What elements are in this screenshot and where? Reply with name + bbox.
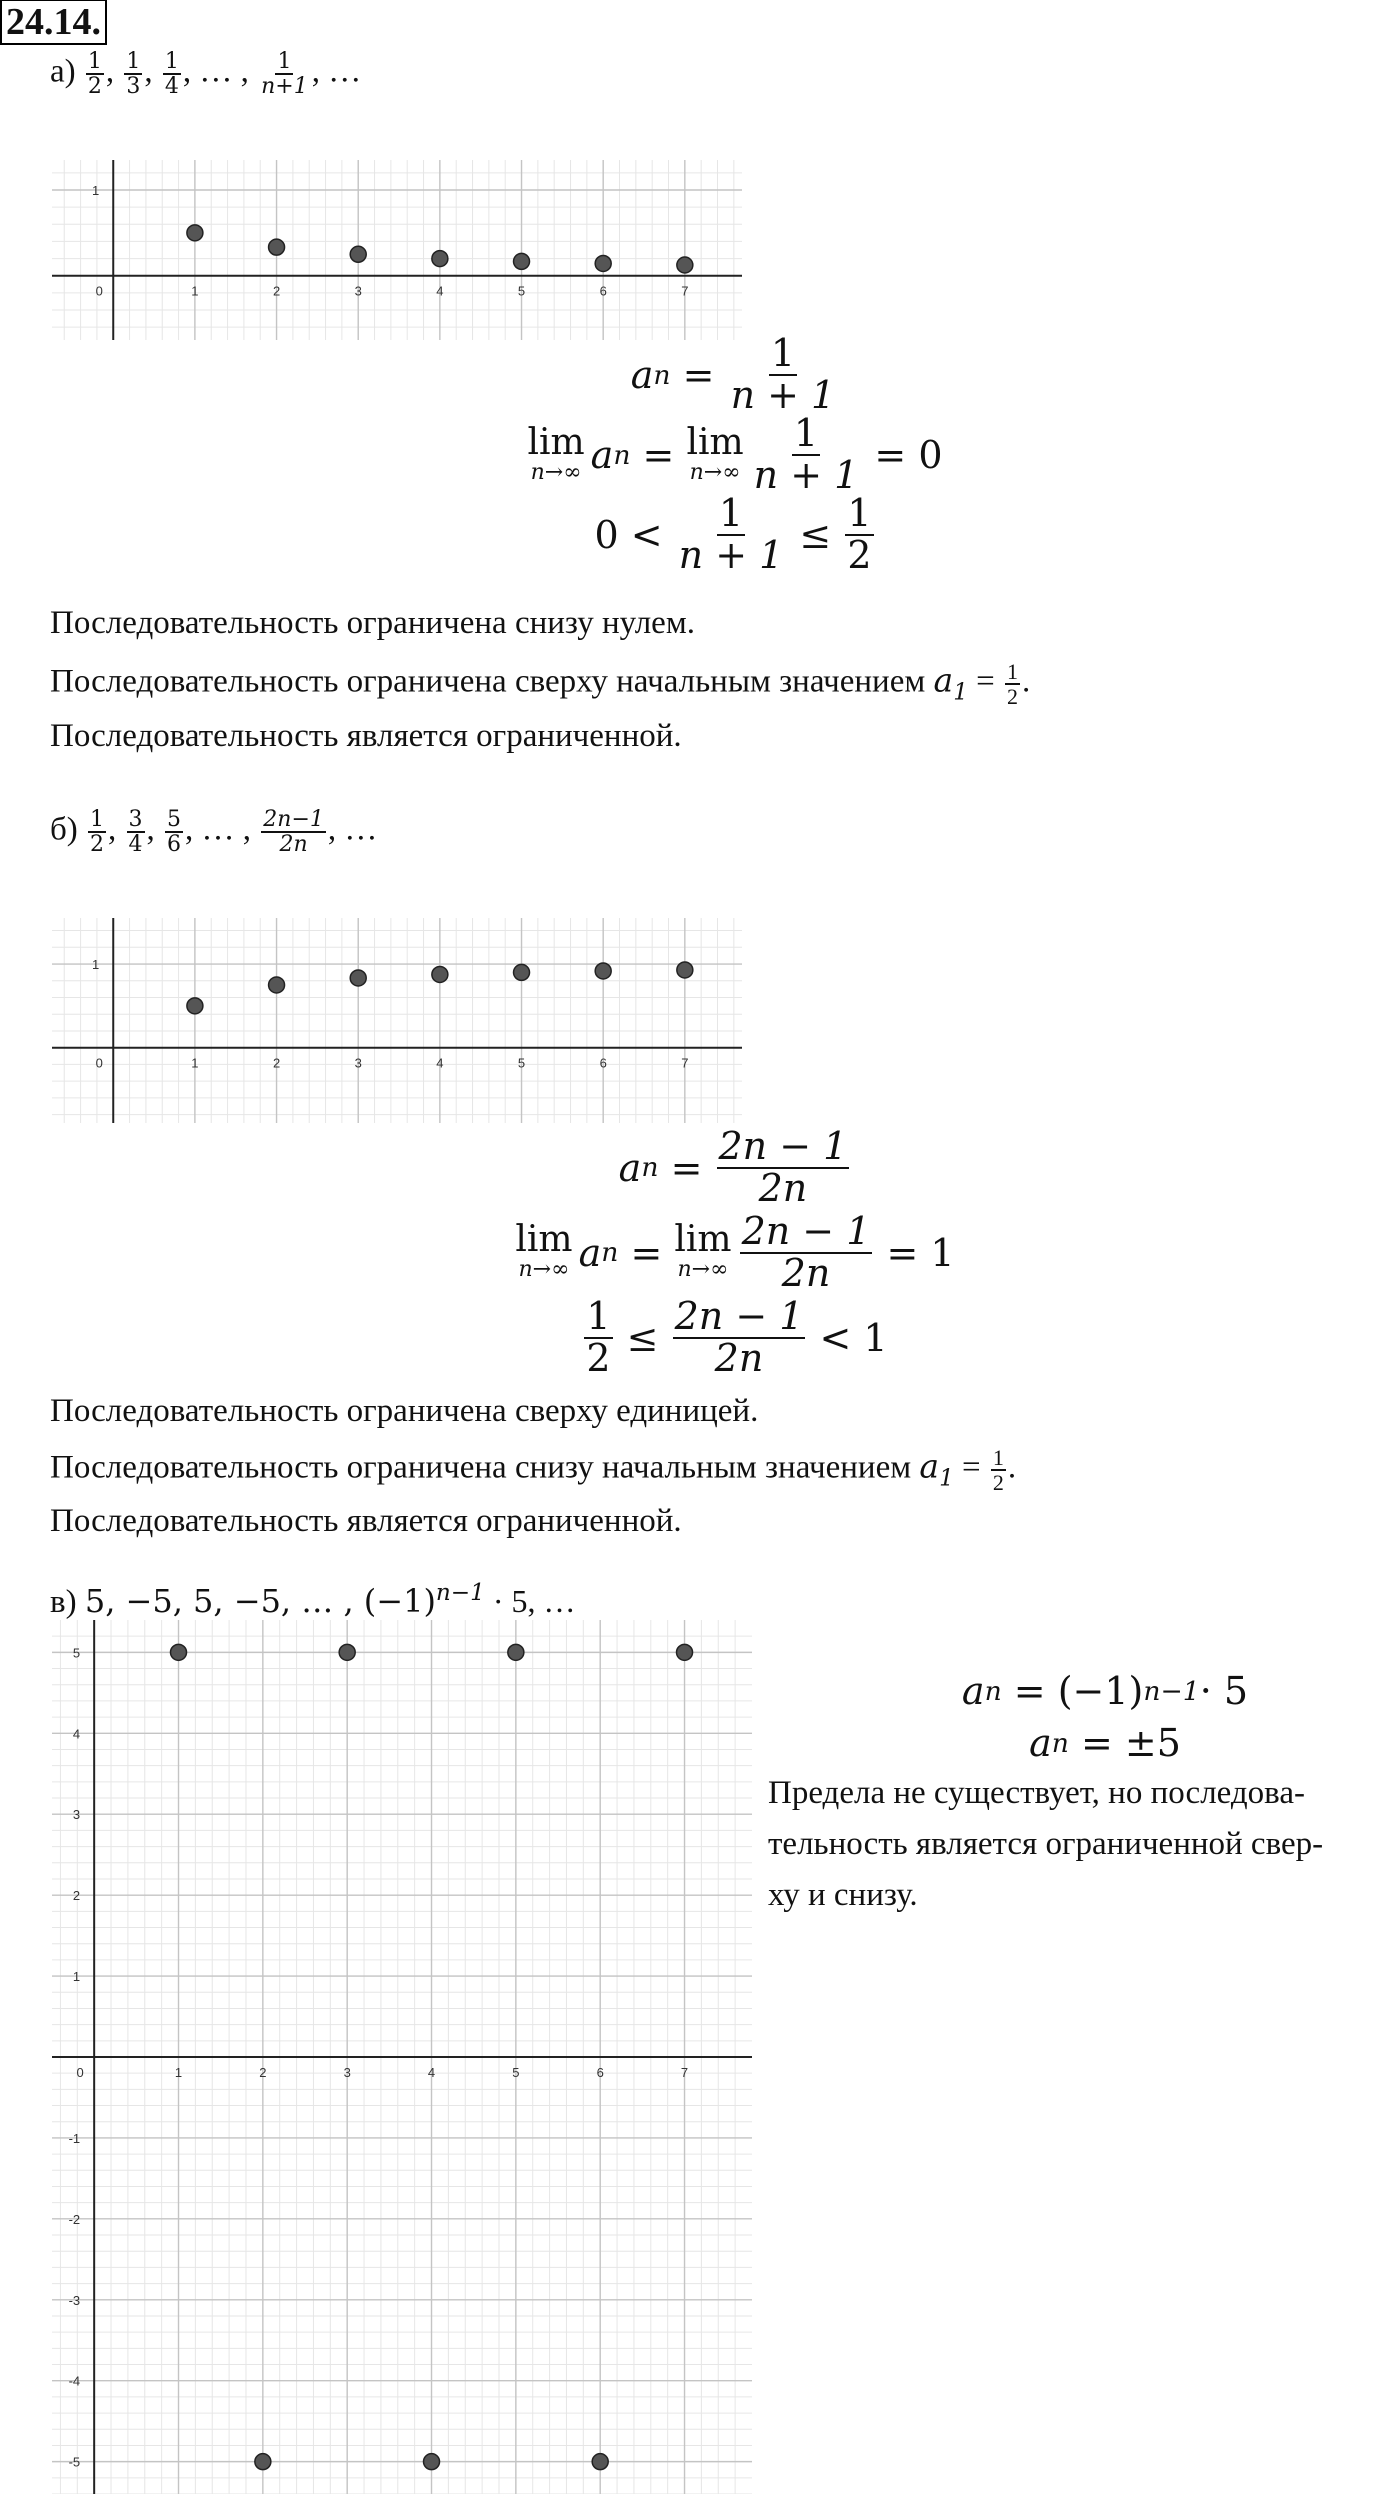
x-tick-label: 7 xyxy=(681,1055,689,1071)
data-point xyxy=(171,1644,187,1660)
data-point xyxy=(350,970,366,986)
x-tick-label: 6 xyxy=(596,2065,604,2080)
chart-b xyxy=(52,918,742,1128)
part-c-formula-1: a n = (−1) n−1 · 5 xyxy=(961,1669,1249,1713)
ellipsis: … xyxy=(328,53,362,90)
data-point xyxy=(187,998,203,1014)
part-b-term-3: $\frac{5}{6}$ xyxy=(167,807,182,858)
data-point xyxy=(595,963,611,979)
x-tick-label: 3 xyxy=(354,1055,362,1071)
part-a-formula-limit: lim n→∞ a n = lim n→∞ $\frac{1}{n + 1}$ = 0 xyxy=(527,411,943,497)
y-tick-label: -5 xyxy=(68,2454,81,2470)
ellipsis: … xyxy=(199,53,233,90)
part-a-formula-bound: 0 < $\frac{1}{n + 1}$ ≤ $\frac{1}{2}$ xyxy=(594,491,872,577)
ellipsis: … xyxy=(201,811,235,848)
part-a-sequence: а) $\frac{1}{2}$ , $\frac{1}{3}$ , $\frac{1}{4}$ , … , $\frac{1}{n+1}$ , … xyxy=(50,49,362,100)
problem-number-label: 24.14. xyxy=(0,0,107,45)
part-a-general-term: $\frac{1}{n+1}$ xyxy=(261,49,308,100)
x-tick-label: 6 xyxy=(599,1055,607,1071)
ellipsis: … xyxy=(344,811,378,848)
x-tick-label: 5 xyxy=(517,283,526,299)
part-c-explanation-line-3: ху и снизу. xyxy=(768,1877,918,1913)
data-point xyxy=(514,253,530,269)
x-tick-label: 0 xyxy=(95,283,103,299)
part-a-line-2: Последовательность ограничена сверху начальным значением $a_1$ = $\frac{1}{2}$ . xyxy=(50,659,1031,710)
part-c-explanation-line-2: тельность является ограниченной свер- xyxy=(768,1826,1324,1862)
y-tick-label: -3 xyxy=(68,2292,81,2308)
part-a-formulas xyxy=(0,331,1400,577)
part-c-explanation-line-1: Предела не существует, но последова- xyxy=(768,1775,1305,1811)
part-b-sequence: б) $\frac{1}{2}$ , $\frac{3}{4}$ , $\frac{5}{6}$ , … , $\frac{2n-1}{2n}$ , … xyxy=(50,807,378,858)
part-c-formula-2: a n = ±5 xyxy=(1029,1721,1181,1765)
part-c-sequence: в) 5, −5, 5, −5, … , $(-1)^{n-1} \cdot 5$, … xyxy=(50,1580,576,1620)
y-tick-label: 3 xyxy=(72,1807,81,1823)
data-point xyxy=(508,1644,524,1660)
data-point xyxy=(187,225,203,241)
part-b-term-1: $\frac{1}{2}$ xyxy=(90,807,105,858)
x-tick-label: 2 xyxy=(272,1055,281,1071)
part-a-line-3: Последовательность является ограниченной. xyxy=(50,718,682,754)
x-tick-label: 7 xyxy=(681,283,689,299)
x-tick-label: 5 xyxy=(512,2065,520,2080)
x-tick-label: 0 xyxy=(76,2065,84,2080)
y-tick-label: 1 xyxy=(92,183,100,198)
x-tick-label: 1 xyxy=(191,283,199,299)
y-tick-label: 5 xyxy=(72,1645,81,1661)
part-a-term-2: $\frac{1}{3}$ xyxy=(126,49,141,100)
data-point xyxy=(269,239,285,255)
chart-c-svg xyxy=(52,1620,752,2494)
x-tick-label: 3 xyxy=(354,283,362,299)
data-point xyxy=(595,255,611,271)
y-tick-label: -2 xyxy=(68,2211,81,2227)
part-a-term-3: $\frac{1}{4}$ xyxy=(164,49,179,100)
x-tick-label: 0 xyxy=(95,1055,103,1071)
x-tick-label: 4 xyxy=(436,283,444,299)
y-tick-label: 1 xyxy=(92,957,100,973)
part-b-term-2: $\frac{3}{4}$ xyxy=(128,807,143,858)
data-point xyxy=(339,1644,355,1660)
part-b-formula-an: a n = $\frac{2n - 1}{2n}$ xyxy=(618,1123,848,1210)
y-tick-label: -1 xyxy=(68,2130,81,2146)
part-b-general-term: $\frac{2n-1}{2n}$ xyxy=(263,807,324,858)
part-a-formula-an: a n = $\frac{1}{n + 1}$ xyxy=(630,331,836,417)
part-b-formula-bound: $\frac{1}{2}$ ≤ $\frac{2n - 1}{2n}$ < 1 xyxy=(586,1293,888,1380)
data-point xyxy=(592,2454,608,2470)
data-point xyxy=(432,966,448,982)
x-tick-label: 7 xyxy=(680,2065,689,2080)
y-tick-label: 2 xyxy=(72,1888,81,1904)
part-b-formula-limit: lim n→∞ a n = lim n→∞ $\frac{2n - 1}{2n}$ = 1 xyxy=(515,1208,955,1295)
y-tick-label: 4 xyxy=(72,1726,81,1742)
x-tick-label: 4 xyxy=(427,2065,436,2080)
part-a-term-1: $\frac{1}{2}$ xyxy=(87,49,102,100)
chart-b-svg xyxy=(52,918,742,1123)
chart-a-svg xyxy=(52,160,742,340)
part-b-label: б) xyxy=(50,811,78,848)
x-tick-label: 6 xyxy=(599,283,607,299)
x-tick-label: 2 xyxy=(259,2065,267,2080)
part-a-line-1: Последовательность ограничена снизу нулем. xyxy=(50,605,695,641)
x-tick-label: 1 xyxy=(174,2065,183,2080)
data-point xyxy=(677,962,693,978)
data-point xyxy=(677,257,693,273)
x-tick-label: 5 xyxy=(517,1055,526,1071)
part-b-line-2: Последовательность ограничена снизу начальным значением $a_1$ = $\frac{1}{2}$ . xyxy=(50,1445,1017,1496)
part-b-line-1: Последовательность ограничена сверху единицей. xyxy=(50,1393,759,1429)
part-c-label: в) xyxy=(50,1584,77,1620)
x-tick-label: 3 xyxy=(343,2065,351,2080)
problem-number xyxy=(0,0,107,44)
data-point xyxy=(269,977,285,993)
x-tick-label: 2 xyxy=(272,283,281,299)
data-point xyxy=(677,1644,693,1660)
y-tick-label: -4 xyxy=(68,2373,81,2389)
data-point xyxy=(432,251,448,267)
part-b-line-3: Последовательность является ограниченной. xyxy=(50,1503,682,1539)
chart-c xyxy=(52,1620,752,2499)
part-b-formulas xyxy=(0,1125,1400,1380)
chart-a xyxy=(52,160,742,345)
data-point xyxy=(350,246,366,262)
part-c-explanation xyxy=(768,1768,1323,1921)
x-tick-label: 1 xyxy=(191,1055,199,1071)
data-point xyxy=(255,2454,271,2470)
y-tick-label: 1 xyxy=(72,1969,81,1985)
x-tick-label: 4 xyxy=(436,1055,444,1071)
data-point xyxy=(424,2454,440,2470)
part-c-formulas xyxy=(880,1665,1330,1769)
part-a-label: а) xyxy=(50,53,76,90)
data-point xyxy=(514,964,530,980)
